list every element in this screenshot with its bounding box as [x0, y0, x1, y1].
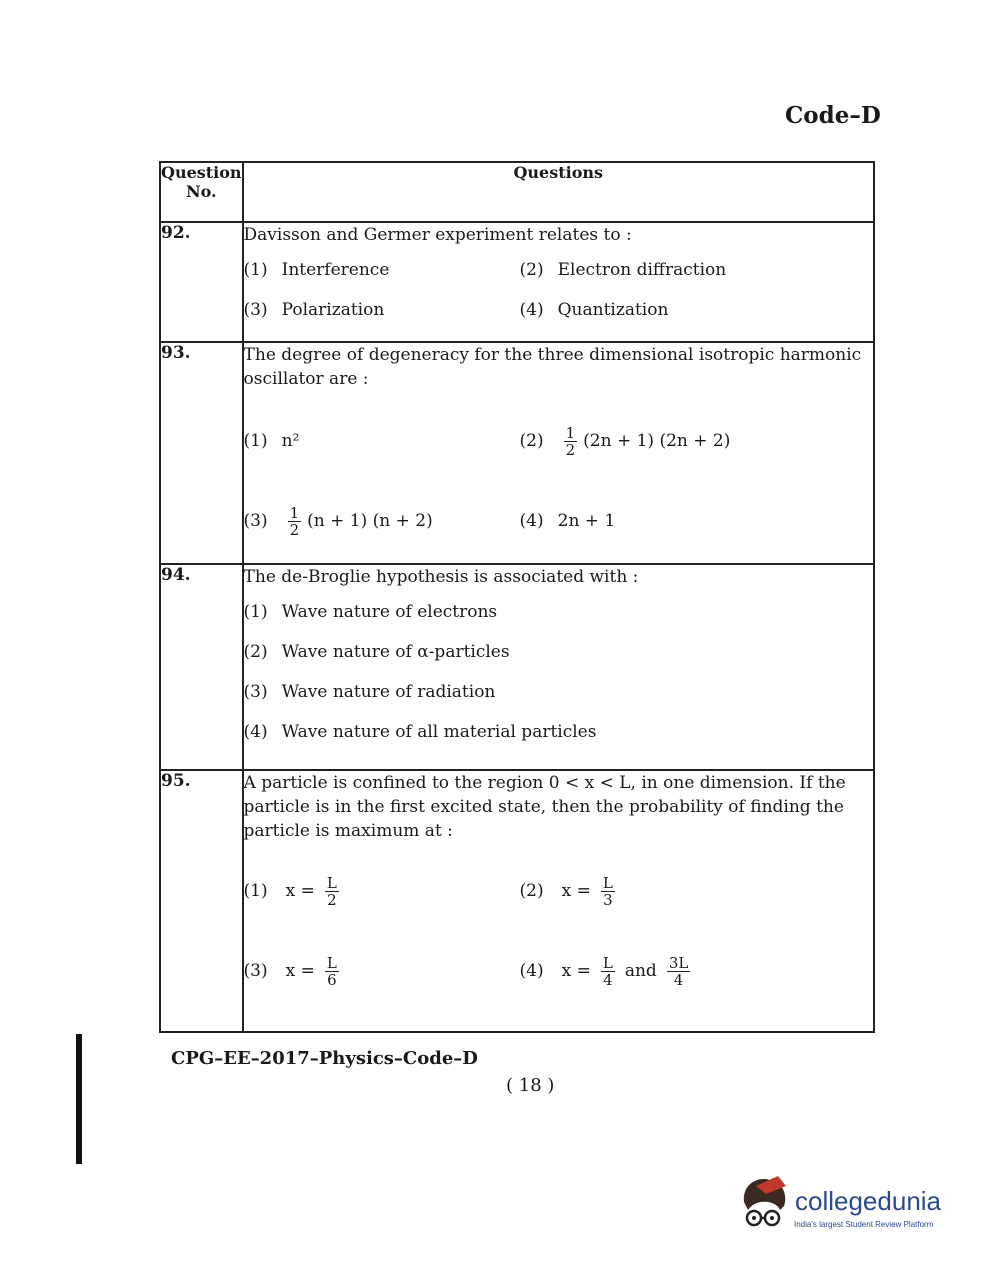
brand-watermark: [736, 1172, 966, 1242]
questions-table: [159, 161, 875, 1033]
fraction: $\frac{L}{6}$: [326, 953, 337, 989]
page-number: ( 18 ): [506, 1075, 555, 1096]
question-row-94: [160, 564, 874, 770]
option-3: (3) x = $\frac{L}{6}$: [243, 953, 337, 989]
option-4: (4) 2n + 1: [519, 511, 616, 531]
brand-name: collegedunia: [795, 1186, 942, 1216]
table-header: [160, 162, 874, 222]
question-stem: A particle is confined to the region 0 < x < L, in one dimension. If the particle is in the first excited state, then the probability of finding the particle is maximum at :: [243, 773, 846, 841]
question-body: [243, 342, 874, 564]
question-stem: The de-Broglie hypothesis is associated with :: [243, 567, 639, 587]
header-questions: Questions: [243, 162, 874, 222]
option-2: (2) $\frac{1}{2}$ (2n + 1) (2n + 2): [519, 423, 731, 459]
fraction: $\frac{L}{3}$: [602, 873, 613, 909]
question-number: 95.: [160, 770, 243, 1032]
question-body: [243, 770, 874, 1032]
question-row-95: [160, 770, 874, 1032]
question-stem: Davisson and Germer experiment relates to :: [243, 225, 632, 245]
option-3: (3) $\frac{1}{2}$ (n + 1) (n + 2): [243, 503, 433, 539]
question-body: [243, 222, 874, 342]
scan-edge-mark: [76, 1034, 82, 1164]
question-stem: The degree of degeneracy for the three dimensional isotropic harmonic oscillator are :: [243, 345, 862, 389]
options-grid: [244, 421, 873, 541]
fraction: $\frac{L}{4}$: [602, 953, 613, 989]
brand-tagline: India's largest Student Review Platform: [794, 1220, 934, 1229]
option-4: (4) Quantization: [519, 300, 669, 320]
option-2: (2) Electron diffraction: [519, 260, 727, 280]
fraction: $\frac{1}{2}$: [565, 423, 576, 459]
options-grid: [244, 871, 873, 991]
question-number: 92.: [160, 222, 243, 342]
fraction: $\frac{L}{2}$: [326, 873, 337, 909]
header-question-no: Question No.: [160, 162, 243, 222]
option-4: (4) x = $\frac{L}{4}$ and $\frac{3L}{4}$: [519, 953, 689, 989]
question-body: [243, 564, 874, 770]
option-1: (1) Interference: [243, 260, 390, 280]
fraction: $\frac{1}{2}$: [289, 503, 300, 539]
paper-code: CPG–EE–2017–Physics–Code–D: [171, 1048, 478, 1069]
page-code: Code–D: [785, 102, 881, 129]
options-grid: [244, 257, 873, 323]
option-4: (4) Wave nature of all material particles: [243, 722, 597, 742]
fraction: $\frac{3L}{4}$: [668, 953, 689, 989]
option-2: (2) x = $\frac{L}{3}$: [519, 873, 613, 909]
option-1: (1) n²: [243, 431, 300, 451]
question-number: 93.: [160, 342, 243, 564]
option-1: (1) x = $\frac{L}{2}$: [243, 873, 337, 909]
mascot-icon: [736, 1172, 794, 1238]
question-number: 94.: [160, 564, 243, 770]
option-2: (2) Wave nature of α-particles: [243, 642, 510, 662]
question-row-92: [160, 222, 874, 342]
option-1: (1) Wave nature of electrons: [243, 602, 498, 622]
question-row-93: [160, 342, 874, 564]
option-3: (3) Wave nature of radiation: [243, 682, 496, 702]
option-3: (3) Polarization: [243, 300, 385, 320]
